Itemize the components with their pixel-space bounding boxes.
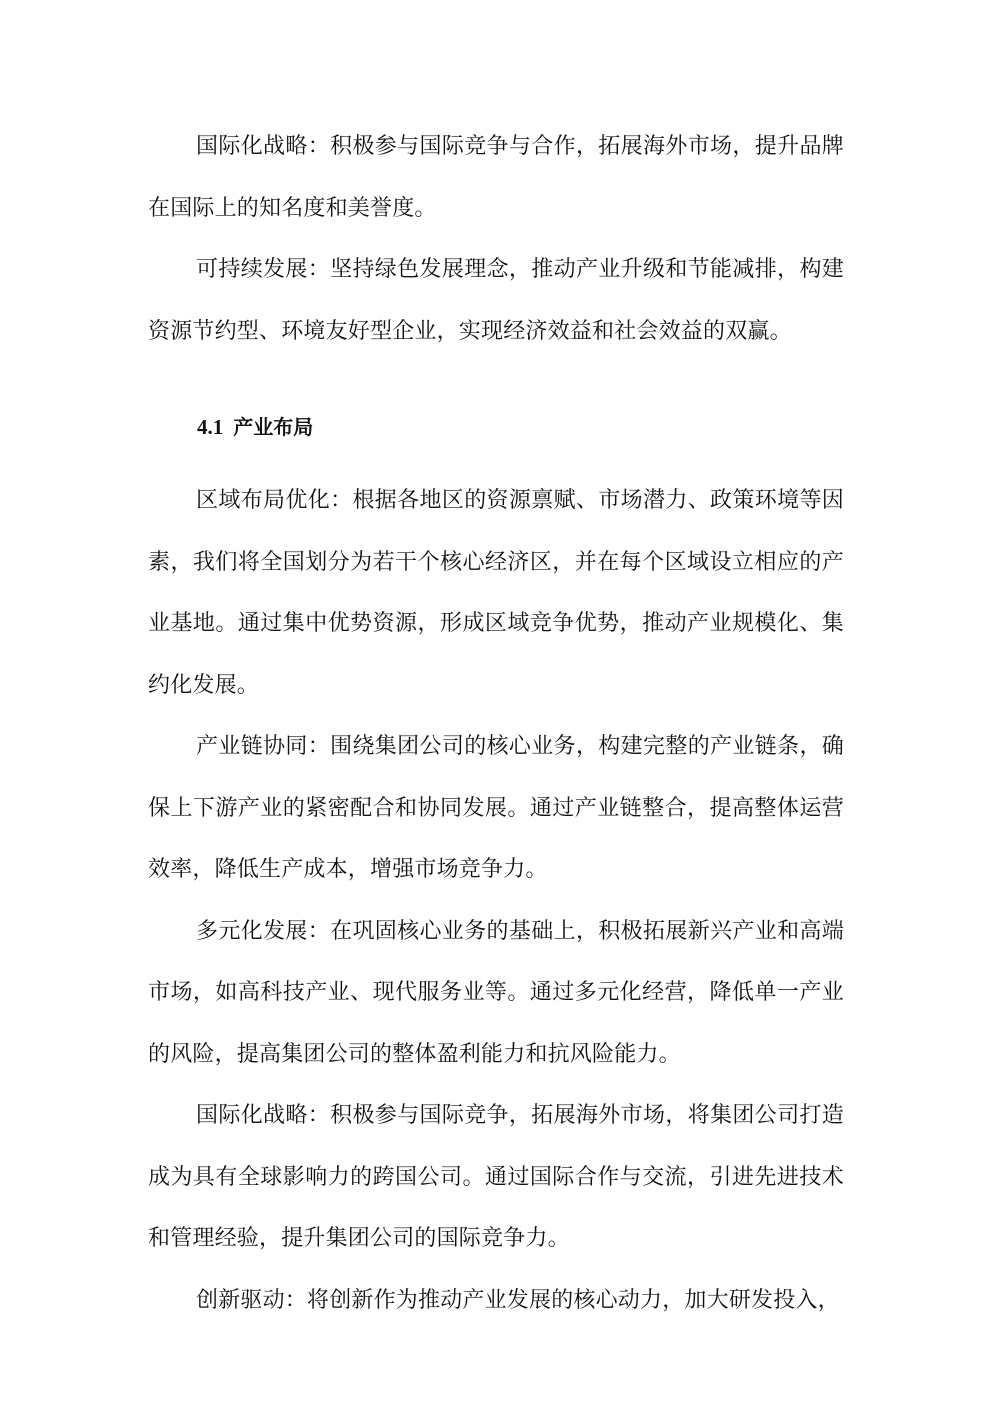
paragraph-international-strategy-intro: 国际化战略：积极参与国际竞争与合作，拓展海外市场，提升品牌在国际上的知名度和美誉度。: [148, 134, 844, 221]
section-title: 产业布局: [233, 415, 314, 439]
section-number: 4.1: [197, 415, 224, 439]
section-heading: [148, 407, 844, 447]
paragraph-industry-chain: 产业链协同：围绕集团公司的核心业务，构建完整的产业链条，确保上下游产业的紧密配合和协同发展。通过产业链整合，提高整体运营效率，降低生产成本，增强市场竞争力。: [148, 734, 844, 882]
document-page: [148, 116, 844, 1331]
paragraph-international-strategy: 国际化战略：积极参与国际竞争，拓展海外市场，将集团公司打造成为具有全球影响力的跨国公司。通过国际合作与交流，引进先进技术和管理经验，提升集团公司的国际竞争力。: [148, 1103, 844, 1251]
paragraph-sustainable-development: 可持续发展：坚持绿色发展理念，推动产业升级和节能减排，构建资源节约型、环境友好型企业，实现经济效益和社会效益的双赢。: [148, 257, 844, 344]
paragraph-diversification: 多元化发展：在巩固核心业务的基础上，积极拓展新兴产业和高端市场，如高科技产业、现代服务业等。通过多元化经营，降低单一产业的风险，提高集团公司的整体盈利能力和抗风险能力。: [148, 918, 844, 1067]
paragraph-innovation: 创新驱动：将创新作为推动产业发展的核心动力，加大研发投入，: [196, 1287, 840, 1313]
paragraph-regional-layout: 区域布局优化：根据各地区的资源禀赋、市场潜力、政策环境等因素，我们将全国划分为若干个核心经济区，并在每个区域设立相应的产业基地。通过集中优势资源，形成区域竞争优势，推动产业规模化、集约化发展。: [148, 488, 844, 698]
